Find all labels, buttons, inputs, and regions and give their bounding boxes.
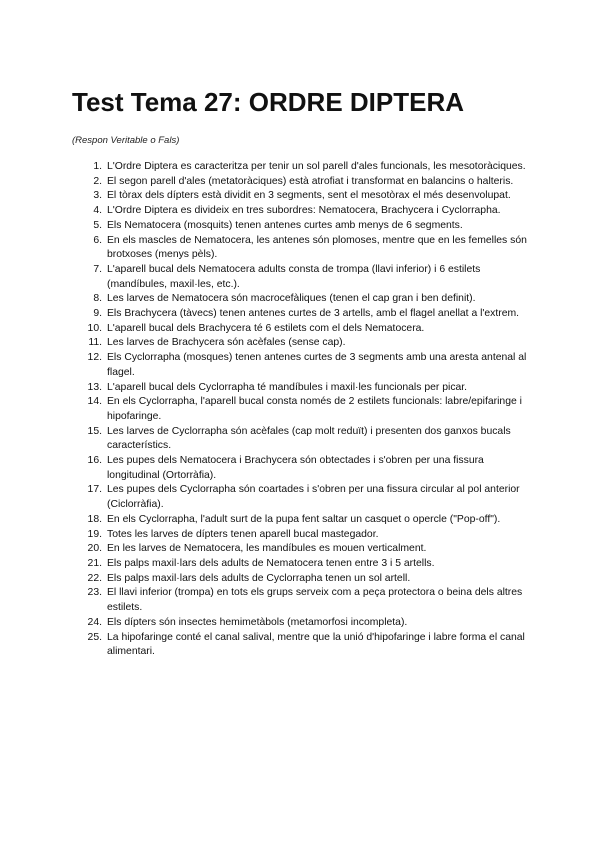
question-text: Els palps maxil·lars dels adults de Nematocera tenen entre 3 i 5 artells. [107,557,435,569]
question-text: En els mascles de Nematocera, les antenes són plomoses, mentre que en les femelles són brotxoses (menys pèls). [107,234,527,261]
question-text: Els palps maxil·lars dels adults de Cyclorrapha tenen un sol artell. [107,572,411,584]
question-list [72,160,532,660]
question-item [72,351,532,380]
question-item [72,395,532,424]
question-number: 7. [93,263,102,275]
question-item [72,616,532,631]
question-number: 20. [87,543,102,555]
question-number: 15. [87,425,102,437]
question-number: 18. [87,513,102,525]
question-number: 17. [87,484,102,496]
question-text: El segon parell d'ales (metatoràciques) està atrofiat i transformat en balancins o halteris. [107,175,514,187]
question-number: 4. [93,205,102,217]
question-text: El tòrax dels dípters està dividit en 3 segments, sent el mesotòrax el més desenvolupat. [107,190,511,202]
question-text: La hipofaringe conté el canal salival, mentre que la unió d'hipofaringe i labre forma el canal alimentari. [107,631,525,658]
question-number: 19. [87,528,102,540]
question-item [72,381,532,396]
instructions-subtitle: (Respon Veritable o Fals) [72,135,180,146]
question-item [72,483,532,512]
question-text: Les pupes dels Nematocera i Brachycera són obtectades i s'obren per una fissura longitudinal (Ortorràfia). [107,455,484,481]
question-text: L'aparell bucal dels Brachycera té 6 estilets com el dels Nematocera. [107,322,425,334]
question-item [72,586,532,615]
question-number: 10. [87,322,102,334]
question-item [72,572,532,587]
question-number: 3. [93,190,102,202]
question-item [72,292,532,307]
question-number: 16. [87,455,102,467]
question-item [72,160,532,175]
question-text: Les pupes dels Cyclorrapha són coartades i s'obren per una fissura circular al pol anterior (Ciclorràfia). [107,484,520,511]
question-item [72,557,532,572]
question-number: 23. [87,587,102,599]
question-text: El llavi inferior (trompa) en tots els grups serveix com a peça protectora o beina dels altres estilets. [107,587,523,614]
question-text: L'aparell bucal dels Nematocera adults consta de trompa (llavi inferior) i 6 estilets (mandíbules, maxil·les, etc.). [107,263,481,290]
question-item [72,307,532,322]
question-number: 13. [87,381,102,393]
question-text: Totes les larves de dípters tenen aparell bucal mastegador. [107,528,379,540]
question-item [72,528,532,543]
question-number: 24. [87,616,102,628]
question-number: 9. [93,308,102,320]
question-number: 1. [93,161,102,172]
question-item [72,219,532,234]
question-item [72,336,532,351]
question-number: 22. [87,572,102,584]
page-title: Test Tema 27: ORDRE DIPTERA [72,87,465,117]
question-item [72,322,532,337]
question-text: Les larves de Cyclorrapha són acèfales (cap molt reduït) i presenten dos ganxos bucals característics. [107,425,511,452]
question-text: Els dípters són insectes hemimetàbols (metamorfosi incompleta). [107,616,408,628]
question-text: Les larves de Brachycera són acèfales (sense cap). [107,337,346,349]
question-number: 8. [93,293,102,305]
question-item [72,204,532,219]
question-text: L'Ordre Diptera es divideix en tres subordres: Nematocera, Brachycera i Cyclorrapha. [107,205,501,217]
question-number: 2. [93,175,102,187]
question-number: 11. [88,337,102,349]
question-item [72,454,532,483]
question-text: Els Nematocera (mosquits) tenen antenes curtes amb menys de 6 segments. [107,219,463,231]
question-text: L'aparell bucal dels Cyclorrapha té mandíbules i maxil·les funcionals per picar. [107,381,468,393]
question-text: En les larves de Nematocera, les mandíbules es mouen verticalment. [107,543,427,555]
question-item [72,542,532,557]
question-number: 5. [93,219,102,231]
question-text: Els Brachycera (tàvecs) tenen antenes curtes de 3 artells, amb el flagel anellat a l'extrem. [107,308,520,320]
question-item [72,263,532,292]
question-number: 14. [87,396,102,408]
question-item [72,234,532,263]
question-item [72,513,532,528]
question-text: En els Cyclorrapha, l'aparell bucal consta només de 2 estilets funcionals: labre/epifaringe i hipofaringe. [107,396,522,422]
question-number: 6. [93,234,102,246]
question-item [72,189,532,204]
question-item [72,631,532,660]
question-number: 12. [87,352,102,364]
question-text: En els Cyclorrapha, l'adult surt de la pupa fent saltar un casquet o opercle ("Pop-off"). [107,513,501,525]
question-text: Les larves de Nematocera són macrocefàliques (tenen el cap gran i ben definit). [107,293,476,305]
question-number: 21. [87,557,102,569]
question-item [72,175,532,190]
question-text: L'Ordre Diptera es caracteritza per tenir un sol parell d'ales funcionals, les mesotoràciques. [107,161,526,172]
question-item [72,425,532,454]
question-number: 25. [87,631,102,643]
question-text: Els Cyclorrapha (mosques) tenen antenes curtes de 3 segments amb una aresta antenal al flagel. [107,352,527,378]
